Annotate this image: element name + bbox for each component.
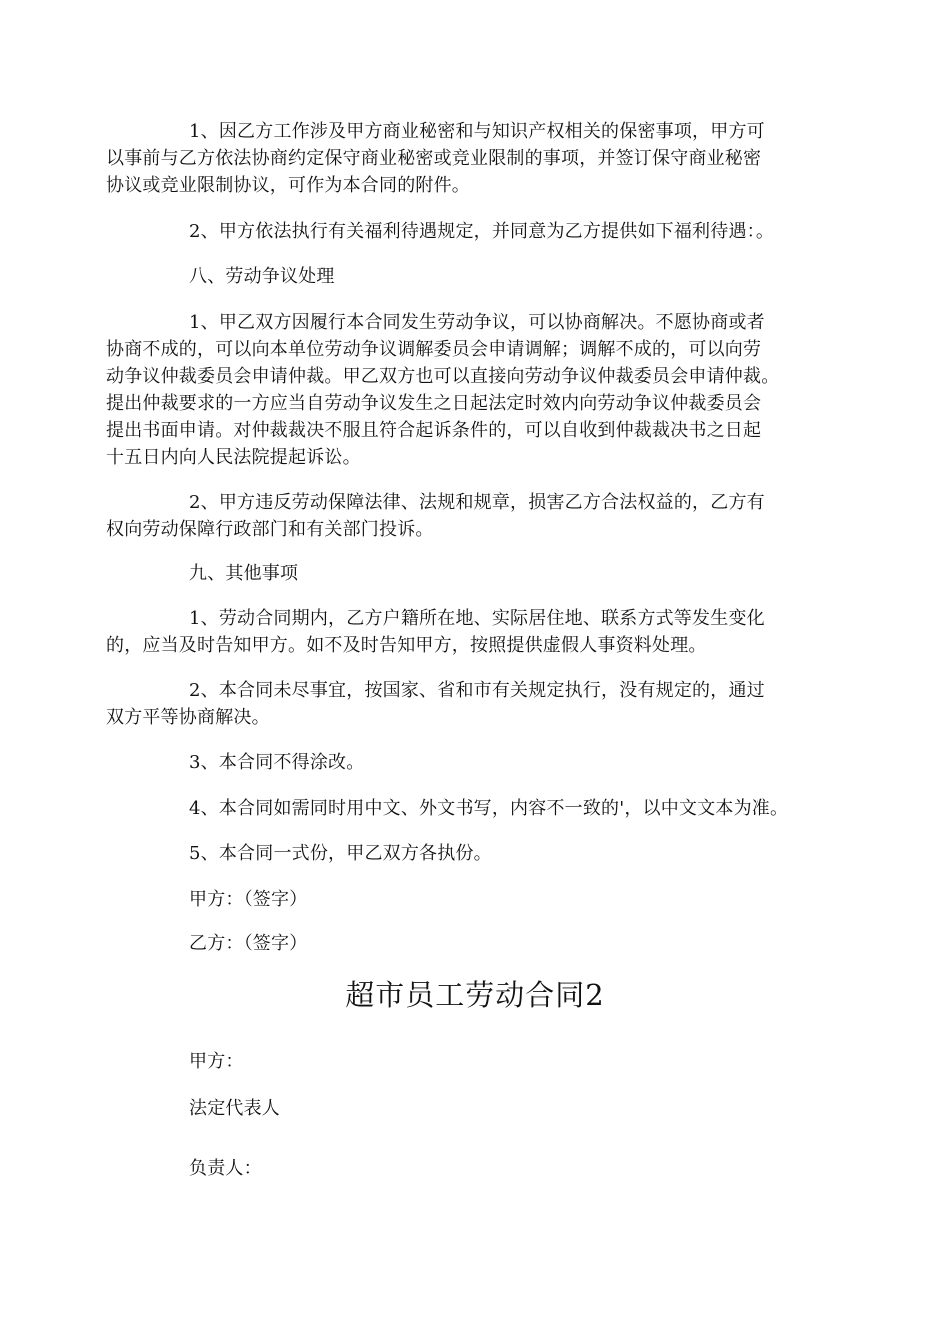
clause-8-1-line-2: 协商不成的，可以向本单位劳动争议调解委员会申请调解；调解不成的，可以向劳 bbox=[106, 339, 762, 360]
legal-representative-field: 法定代表人 bbox=[189, 1098, 280, 1119]
contract-title: 超市员工劳动合同2 bbox=[345, 978, 605, 1012]
party-b-signature: 乙方：（签字） bbox=[189, 933, 308, 954]
section-heading-dispute: 八、劳动争议处理 bbox=[189, 266, 335, 287]
party-a-signature: 甲方：（签字） bbox=[189, 889, 308, 910]
clause-8-1-line-5: 提出书面申请。对仲裁裁决不服且符合起诉条件的，可以自收到仲裁裁决书之日起 bbox=[106, 420, 762, 441]
clause-8-2-line-1: 2、甲方违反劳动保障法律、法规和规章，损害乙方合法权益的，乙方有 bbox=[189, 492, 765, 513]
clause-7-1-line-1: 1、因乙方工作涉及甲方商业秘密和与知识产权相关的保密事项，甲方可 bbox=[189, 121, 765, 142]
clause-9-2-line-2: 双方平等协商解决。 bbox=[106, 707, 270, 728]
clause-9-3: 3、本合同不得涂改。 bbox=[189, 752, 365, 773]
clause-9-2-line-1: 2、本合同未尽事宜，按国家、省和市有关规定执行，没有规定的，通过 bbox=[189, 680, 765, 701]
clause-9-4: 4、本合同如需同时用中文、外文书写，内容不一致的'，以中文文本为准。 bbox=[189, 798, 789, 819]
clause-7-2: 2、甲方依法执行有关福利待遇规定，并同意为乙方提供如下福利待遇：。 bbox=[189, 221, 775, 242]
clause-9-5: 5、本合同一式份，甲乙双方各执份。 bbox=[189, 843, 492, 864]
clause-8-1-line-3: 动争议仲裁委员会申请仲裁。甲乙双方也可以直接向劳动争议仲裁委员会申请仲裁。 bbox=[106, 366, 780, 387]
party-a-field: 甲方： bbox=[189, 1051, 244, 1072]
clause-8-1-line-4: 提出仲裁要求的一方应当自劳动争议发生之日起法定时效内向劳动争议仲裁委员会 bbox=[106, 393, 762, 414]
clause-8-1-line-6: 十五日内向人民法院提起诉讼。 bbox=[106, 447, 361, 468]
section-heading-other: 九、其他事项 bbox=[189, 563, 299, 584]
clause-9-1-line-1: 1、劳动合同期内，乙方户籍所在地、实际居住地、联系方式等发生变化 bbox=[189, 608, 765, 629]
clause-7-1-line-3: 协议或竞业限制协议，可作为本合同的附件。 bbox=[106, 175, 470, 196]
clause-9-1-line-2: 的，应当及时告知甲方。如不及时告知甲方，按照提供虚假人事资料处理。 bbox=[106, 635, 707, 656]
responsible-person-field: 负责人： bbox=[189, 1158, 262, 1179]
clause-8-1-line-1: 1、甲乙双方因履行本合同发生劳动争议，可以协商解决。不愿协商或者 bbox=[189, 312, 765, 333]
clause-7-1-line-2: 以事前与乙方依法协商约定保守商业秘密或竞业限制的事项，并签订保守商业秘密 bbox=[106, 148, 762, 169]
clause-8-2-line-2: 权向劳动保障行政部门和有关部门投诉。 bbox=[106, 519, 434, 540]
